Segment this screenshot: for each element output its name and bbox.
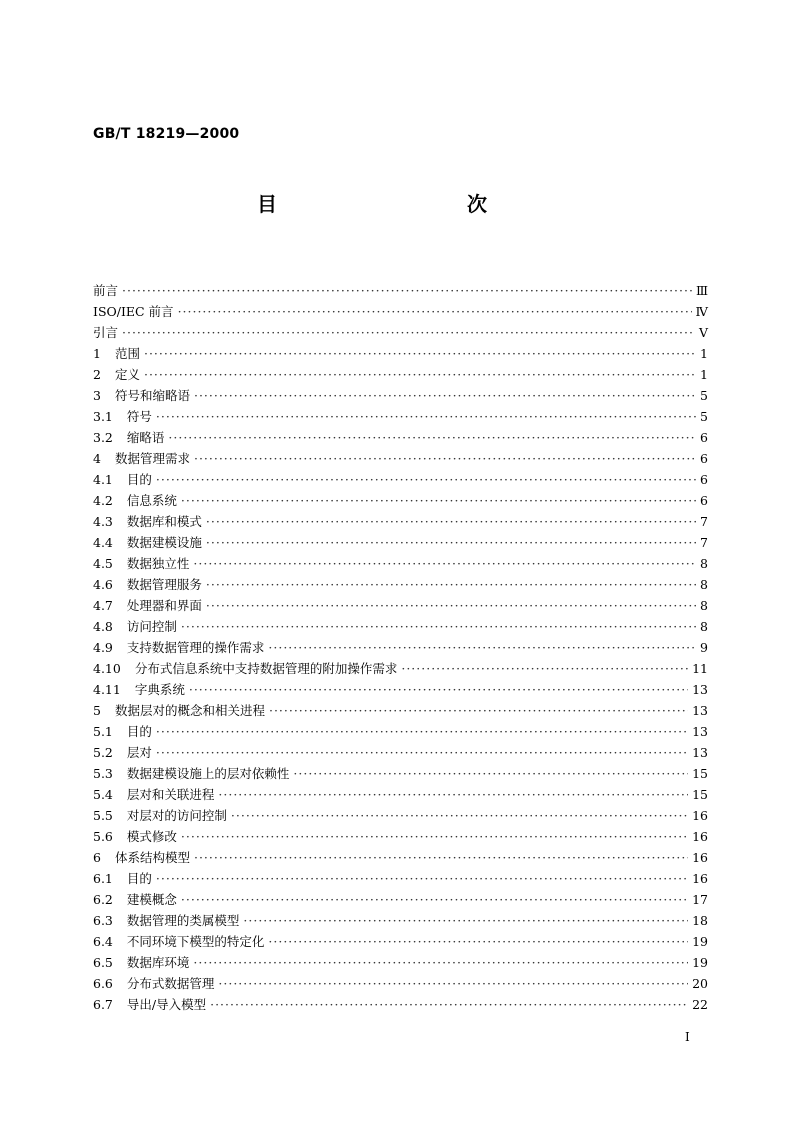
- toc-entry-page: 18: [692, 913, 708, 928]
- table-of-contents: [93, 280, 708, 1015]
- toc-entry-number: 4.10: [93, 661, 121, 676]
- toc-entry-title: 导出/导入模型: [126, 997, 207, 1012]
- toc-entry[interactable]: [93, 280, 708, 301]
- toc-entry[interactable]: [93, 658, 708, 679]
- toc-entry-page: 13: [692, 703, 708, 718]
- toc-leader-dots: [401, 658, 688, 679]
- toc-entry-page: 13: [692, 724, 708, 739]
- toc-entry-number: 6.7: [93, 997, 113, 1012]
- toc-entry-title: 数据管理需求: [114, 451, 190, 466]
- toc-entry-number: 5.3: [93, 766, 113, 781]
- toc-entry-title: 范围: [114, 346, 140, 361]
- toc-entry-page: 16: [692, 871, 708, 886]
- toc-leader-dots: [206, 511, 696, 532]
- toc-entry-page: 13: [692, 745, 708, 760]
- toc-leader-dots: [181, 889, 688, 910]
- toc-leader-dots: [194, 847, 688, 868]
- toc-leader-dots: [206, 595, 696, 616]
- toc-entry-title: 缩略语: [126, 430, 165, 445]
- toc-leader-dots: [181, 826, 688, 847]
- toc-entry-number: 4: [93, 451, 101, 466]
- toc-entry-number: 4.5: [93, 556, 113, 571]
- toc-leader-dots: [144, 343, 696, 364]
- toc-entry[interactable]: [93, 679, 708, 700]
- toc-entry-page: 7: [700, 535, 708, 550]
- toc-leader-dots: [156, 721, 688, 742]
- toc-entry[interactable]: [93, 931, 708, 952]
- toc-entry-title: 数据建模设施: [126, 535, 202, 550]
- toc-leader-dots: [194, 448, 696, 469]
- toc-entry-number: 6.6: [93, 976, 113, 991]
- toc-entry-title: 目的: [126, 871, 152, 886]
- toc-entry-number: 3.2: [93, 430, 113, 445]
- toc-entry-title: 不同环境下模型的特定化: [126, 934, 265, 949]
- toc-entry-title: 层对和关联进程: [126, 787, 215, 802]
- toc-entry[interactable]: [93, 343, 708, 364]
- toc-leader-dots: [144, 364, 696, 385]
- toc-entry-title: 前言: [93, 283, 119, 298]
- toc-entry-page: Ⅳ: [695, 304, 708, 319]
- toc-entry-title: 分布式信息系统中支持数据管理的附加操作需求: [134, 661, 398, 676]
- toc-entry-number: 4.3: [93, 514, 113, 529]
- toc-entry-title: 模式修改: [126, 829, 177, 844]
- toc-entry[interactable]: [93, 301, 708, 322]
- toc-leader-dots: [243, 910, 688, 931]
- toc-entry-page: 22: [692, 997, 708, 1012]
- toc-entry-number: 5.4: [93, 787, 113, 802]
- toc-entry-title: 目的: [126, 472, 152, 487]
- toc-entry-title: 支持数据管理的操作需求: [126, 640, 265, 655]
- toc-entry-page: 16: [692, 829, 708, 844]
- toc-entry[interactable]: [93, 910, 708, 931]
- toc-leader-dots: [181, 616, 696, 637]
- toc-entry-title: 数据独立性: [126, 556, 190, 571]
- toc-leader-dots: [156, 469, 696, 490]
- toc-entry-number: 6.4: [93, 934, 113, 949]
- toc-leader-dots: [269, 700, 688, 721]
- toc-entry[interactable]: [93, 322, 708, 343]
- toc-entry-title: 体系结构模型: [114, 850, 190, 865]
- toc-entry[interactable]: [93, 721, 708, 742]
- toc-entry[interactable]: [93, 868, 708, 889]
- toc-entry-page: 7: [700, 514, 708, 529]
- toc-entry-number: 6.5: [93, 955, 113, 970]
- toc-entry-number: 4.7: [93, 598, 113, 613]
- toc-entry[interactable]: [93, 574, 708, 595]
- toc-entry-page: 6: [700, 451, 708, 466]
- toc-entry-page: 6: [700, 430, 708, 445]
- toc-entry[interactable]: [93, 532, 708, 553]
- toc-entry-page: 8: [700, 556, 708, 571]
- toc-leader-dots: [210, 994, 688, 1015]
- toc-entry-title: 数据层对的概念和相关进程: [114, 703, 265, 718]
- toc-entry-title: ISO/IEC 前言: [93, 304, 174, 319]
- toc-leader-dots: [206, 532, 696, 553]
- toc-entry-number: 5.6: [93, 829, 113, 844]
- toc-leader-dots: [156, 868, 688, 889]
- toc-entry[interactable]: [93, 490, 708, 511]
- toc-entry-page: 17: [692, 892, 708, 907]
- toc-entry-title: 引言: [93, 325, 119, 340]
- toc-entry-title: 数据库环境: [126, 955, 190, 970]
- toc-entry-page: 9: [700, 640, 708, 655]
- toc-entry[interactable]: [93, 973, 708, 994]
- toc-leader-dots: [156, 406, 696, 427]
- toc-entry-title: 对层对的访问控制: [126, 808, 227, 823]
- toc-entry[interactable]: [93, 553, 708, 574]
- toc-entry-title: 数据管理的类属模型: [126, 913, 240, 928]
- toc-entry-page: 8: [700, 577, 708, 592]
- toc-entry[interactable]: [93, 406, 708, 427]
- toc-entry[interactable]: [93, 385, 708, 406]
- toc-leader-dots: [193, 553, 696, 574]
- toc-entry-title: 符号: [126, 409, 152, 424]
- toc-leader-dots: [122, 280, 692, 301]
- toc-entry-title: 字典系统: [134, 682, 185, 697]
- toc-entry-page: Ⅲ: [695, 283, 708, 298]
- toc-entry-number: 2: [93, 367, 101, 382]
- toc-entry-number: 6.3: [93, 913, 113, 928]
- toc-entry-number: 5: [93, 703, 101, 718]
- toc-entry-number: 4.4: [93, 535, 113, 550]
- toc-entry-page: 5: [700, 409, 708, 424]
- toc-entry[interactable]: [93, 511, 708, 532]
- toc-entry[interactable]: [93, 700, 708, 721]
- toc-entry-page: Ⅴ: [698, 325, 708, 340]
- toc-entry-page: 5: [700, 388, 708, 403]
- toc-entry-page: 6: [700, 472, 708, 487]
- toc-leader-dots: [293, 763, 688, 784]
- toc-entry[interactable]: [93, 427, 708, 448]
- toc-entry[interactable]: [93, 364, 708, 385]
- toc-entry-page: 1: [700, 367, 708, 382]
- toc-leader-dots: [168, 427, 696, 448]
- toc-entry-page: 6: [700, 493, 708, 508]
- toc-entry-page: 8: [700, 598, 708, 613]
- toc-entry-title: 访问控制: [126, 619, 177, 634]
- toc-entry[interactable]: [93, 469, 708, 490]
- toc-entry-title: 处理器和界面: [126, 598, 202, 613]
- toc-entry-page: 15: [692, 787, 708, 802]
- toc-entry[interactable]: [93, 595, 708, 616]
- toc-entry-number: 6.1: [93, 871, 113, 886]
- toc-entry-number: 5.1: [93, 724, 113, 739]
- toc-entry-number: 4.9: [93, 640, 113, 655]
- toc-entry-number: 5.5: [93, 808, 113, 823]
- toc-entry-title: 层对: [126, 745, 152, 760]
- toc-entry[interactable]: [93, 805, 708, 826]
- toc-entry-page: 1: [700, 346, 708, 361]
- toc-leader-dots: [268, 637, 696, 658]
- toc-leader-dots: [181, 490, 696, 511]
- toc-entry-number: 4.8: [93, 619, 113, 634]
- toc-entry-title: 数据管理服务: [126, 577, 202, 592]
- standard-code: GB/T 18219—2000: [93, 126, 240, 142]
- toc-entry-page: 15: [692, 766, 708, 781]
- toc-entry-title: 建模概念: [126, 892, 177, 907]
- toc-entry-page: 13: [692, 682, 708, 697]
- toc-entry[interactable]: [93, 826, 708, 847]
- toc-entry-number: 6: [93, 850, 101, 865]
- toc-leader-dots: [194, 385, 696, 406]
- toc-entry-number: 3: [93, 388, 101, 403]
- toc-entry-page: 16: [692, 808, 708, 823]
- toc-entry[interactable]: [93, 763, 708, 784]
- toc-entry-number: 1: [93, 346, 101, 361]
- toc-leader-dots: [193, 952, 688, 973]
- toc-entry-number: 5.2: [93, 745, 113, 760]
- toc-entry-page: 20: [692, 976, 708, 991]
- toc-leader-dots: [156, 742, 688, 763]
- toc-entry-page: 19: [692, 955, 708, 970]
- toc-entry-title: 分布式数据管理: [126, 976, 215, 991]
- toc-entry-title: 定义: [114, 367, 140, 382]
- toc-entry-title: 数据建模设施上的层对依赖性: [126, 766, 290, 781]
- toc-entry-title: 目的: [126, 724, 152, 739]
- toc-entry-number: 4.6: [93, 577, 113, 592]
- toc-leader-dots: [178, 301, 692, 322]
- toc-entry-page: 19: [692, 934, 708, 949]
- toc-entry-number: 3.1: [93, 409, 113, 424]
- toc-entry-title: 信息系统: [126, 493, 177, 508]
- toc-entry-number: 6.2: [93, 892, 113, 907]
- toc-leader-dots: [206, 574, 696, 595]
- toc-leader-dots: [231, 805, 688, 826]
- page-title: 目 次: [257, 192, 537, 216]
- toc-entry[interactable]: [93, 994, 708, 1015]
- toc-leader-dots: [189, 679, 688, 700]
- toc-leader-dots: [218, 973, 688, 994]
- toc-entry[interactable]: [93, 847, 708, 868]
- toc-entry-number: 4.2: [93, 493, 113, 508]
- toc-entry[interactable]: [93, 889, 708, 910]
- page-number: I: [685, 1030, 690, 1044]
- toc-entry-page: 11: [692, 661, 708, 676]
- toc-entry-page: 8: [700, 619, 708, 634]
- toc-leader-dots: [268, 931, 688, 952]
- toc-leader-dots: [122, 322, 695, 343]
- toc-entry[interactable]: [93, 616, 708, 637]
- toc-entry-page: 16: [692, 850, 708, 865]
- toc-entry[interactable]: [93, 448, 708, 469]
- toc-entry-title: 符号和缩略语: [114, 388, 190, 403]
- toc-entry[interactable]: [93, 784, 708, 805]
- toc-entry[interactable]: [93, 742, 708, 763]
- toc-entry-title: 数据库和模式: [126, 514, 202, 529]
- toc-leader-dots: [218, 784, 688, 805]
- toc-entry[interactable]: [93, 952, 708, 973]
- toc-entry[interactable]: [93, 637, 708, 658]
- toc-entry-number: 4.1: [93, 472, 113, 487]
- toc-entry-number: 4.11: [93, 682, 121, 697]
